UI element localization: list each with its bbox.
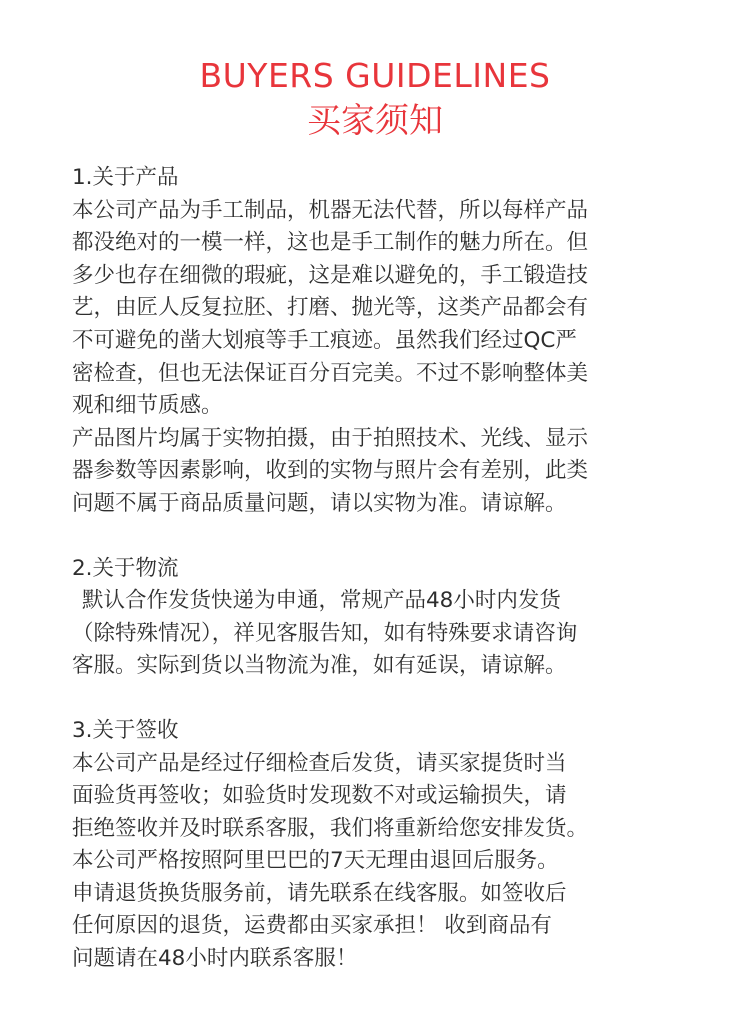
paragraph-line: 问题请在48小时内联系客服！ [72,946,358,972]
paragraph-line: 密检查，但也无法保证百分百完美。不过不影响整体美 [72,360,589,386]
paragraph-line: 申请退货换货服务前，请先联系在线客服。如签收后 [72,880,567,906]
paragraph-line: 器参数等因素影响，收到的实物与照片会有差别，此类 [72,458,589,484]
page-header [0,56,750,144]
paragraph-line: 本公司产品是经过仔细检查后发货，请买家提货时当 [72,750,567,776]
paragraph-line: 多少也存在细微的瑕疵，这是难以避免的，手工锻造技 [72,262,589,288]
paragraph-line: 都没绝对的一模一样，这也是手工制作的魅力所在。但 [72,230,589,256]
paragraph-line: 本公司产品为手工制品，机器无法代替，所以每样产品 [72,197,589,223]
section-signing [72,715,692,976]
paragraph-line: 拒绝签收并及时联系客服，我们将重新给您安排发货。 [72,815,589,841]
section-title: 1.关于产品 [72,165,179,190]
paragraph-line: 艺，由匠人反复拉胚、打磨、抛光等，这类产品都会有 [72,295,589,321]
paragraph-line: 问题不属于商品质量问题，请以实物为准。请谅解。 [72,490,567,516]
paragraph-line: 客服。实际到货以当物流为准，如有延误，请谅解。 [72,653,567,679]
paragraph-line: （除特殊情况），祥见客服告知，如有特殊要求请咨询 [72,620,578,646]
paragraph-line: 不可避免的凿大划痕等手工痕迹。虽然我们经过QC严 [72,327,577,353]
section-product [72,162,692,521]
paragraph-line: 默认合作发货快递为申通，常规产品48小时内发货 [82,588,561,614]
title-chinese: 买家须知 [307,101,443,141]
guidelines-content [72,162,692,1008]
paragraph-line: 产品图片均属于实物拍摄，由于拍照技术、光线、显示 [72,425,589,451]
paragraph-line: 任何原因的退货，运费都由买家承担！ 收到商品有 [72,913,552,939]
paragraph-line: 面验货再签收；如验货时发现数不对或运输损失，请 [72,783,567,809]
paragraph-line: 观和细节质感。 [72,393,223,419]
section-title: 3.关于签收 [72,717,179,743]
section-title: 2.关于物流 [72,555,179,581]
paragraph-line: 本公司严格按照阿里巴巴的7天无理由退回后服务。 [72,848,559,874]
section-logistics [72,553,692,683]
title-english: BUYERS GUIDELINES [199,56,551,95]
